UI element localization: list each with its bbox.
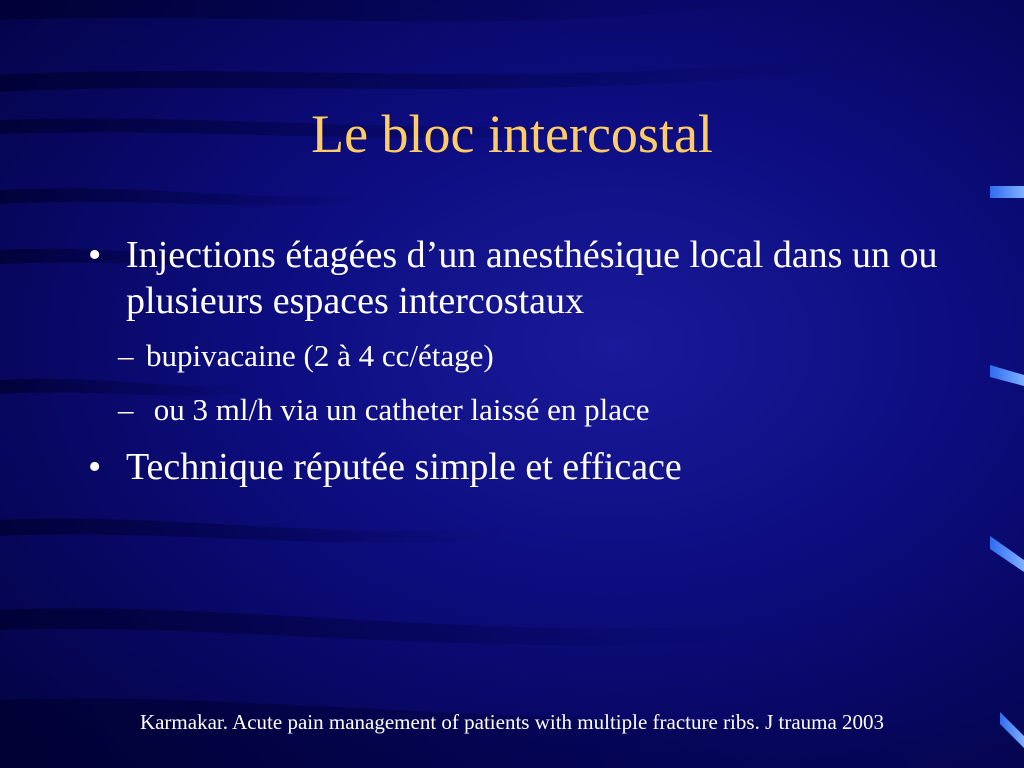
- sub-item: [86, 336, 946, 376]
- sub-item: [86, 390, 946, 430]
- reference-footer: Karmakar. Acute pain management of patients with multiple fracture ribs. J trauma 2003: [139, 710, 885, 734]
- bullet-text: Technique réputée simple et efficace: [126, 446, 682, 488]
- sub-text: ou 3 ml/h via un catheter laissé en place: [146, 392, 650, 427]
- sub-list: [86, 336, 946, 430]
- slide-body: [86, 232, 946, 504]
- bullet-marker: •: [88, 446, 102, 488]
- bullet-text: Injections étagées d’un anesthésique local dans un ou plusieurs espaces intercostaux: [126, 234, 938, 322]
- bullet-marker: •: [88, 234, 102, 276]
- sub-marker: –: [118, 338, 134, 373]
- sub-text: bupivacaine (2 à 4 cc/étage): [146, 338, 494, 373]
- sub-marker: –: [118, 392, 134, 427]
- slide-title: Le bloc intercostal: [311, 104, 713, 164]
- bullet-item: [86, 232, 946, 324]
- bullet-item: [86, 444, 946, 490]
